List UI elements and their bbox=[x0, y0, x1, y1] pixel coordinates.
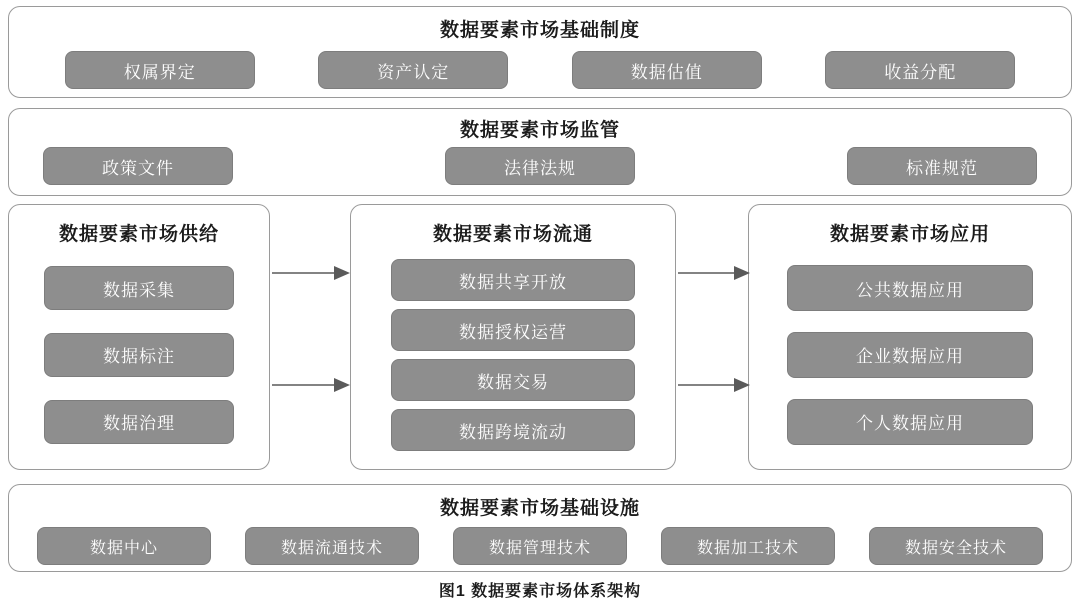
panel-title-application: 数据要素市场应用 bbox=[829, 224, 990, 245]
chip-data-processing-tech[interactable]: 数据加工技术 bbox=[661, 527, 835, 565]
chip-data-trading[interactable]: 数据交易 bbox=[391, 359, 635, 401]
chip-data-management-tech[interactable]: 数据管理技术 bbox=[453, 527, 627, 565]
arrow-circulation-to-application-upper bbox=[676, 258, 752, 288]
arrow-supply-to-circulation-lower bbox=[270, 370, 352, 400]
chip-cross-border-data-flow[interactable]: 数据跨境流动 bbox=[391, 409, 635, 451]
chip-data-annotation[interactable]: 数据标注 bbox=[44, 333, 234, 377]
panel-market-institution bbox=[8, 6, 1072, 98]
supervision-chip-row bbox=[9, 147, 1071, 185]
figure-caption: 图1 数据要素市场体系架构 bbox=[438, 583, 642, 600]
infrastructure-chip-row bbox=[9, 527, 1071, 565]
panel-market-circulation bbox=[350, 204, 676, 470]
chip-asset-recognition[interactable]: 资产认定 bbox=[318, 51, 508, 89]
chip-enterprise-data-application[interactable]: 企业数据应用 bbox=[787, 332, 1033, 378]
panel-title-infrastructure: 数据要素市场基础设施 bbox=[439, 498, 640, 519]
panel-title-supply: 数据要素市场供给 bbox=[58, 224, 219, 245]
chip-standards-norms[interactable]: 标准规范 bbox=[847, 147, 1037, 185]
chip-data-circulation-tech[interactable]: 数据流通技术 bbox=[245, 527, 419, 565]
arrow-supply-to-circulation-upper bbox=[270, 258, 352, 288]
panel-market-supply bbox=[8, 204, 270, 470]
application-chip-column bbox=[749, 255, 1071, 455]
panel-title-supervision: 数据要素市场监管 bbox=[459, 120, 620, 141]
institution-chip-row bbox=[9, 51, 1071, 89]
chip-data-valuation[interactable]: 数据估值 bbox=[572, 51, 762, 89]
chip-data-sharing-opening[interactable]: 数据共享开放 bbox=[391, 259, 635, 301]
chip-data-authorized-operation[interactable]: 数据授权运营 bbox=[391, 309, 635, 351]
chip-laws-regulations[interactable]: 法律法规 bbox=[445, 147, 635, 185]
panel-market-infrastructure bbox=[8, 484, 1072, 572]
chip-data-collection[interactable]: 数据采集 bbox=[44, 266, 234, 310]
supply-chip-column bbox=[9, 255, 269, 455]
chip-data-security-tech[interactable]: 数据安全技术 bbox=[869, 527, 1043, 565]
chip-ownership-definition[interactable]: 权属界定 bbox=[65, 51, 255, 89]
panel-market-application bbox=[748, 204, 1072, 470]
chip-data-center[interactable]: 数据中心 bbox=[37, 527, 211, 565]
chip-policy-documents[interactable]: 政策文件 bbox=[43, 147, 233, 185]
panel-title-institution: 数据要素市场基础制度 bbox=[439, 20, 640, 41]
chip-data-governance[interactable]: 数据治理 bbox=[44, 400, 234, 444]
chip-personal-data-application[interactable]: 个人数据应用 bbox=[787, 399, 1033, 445]
panel-market-supervision bbox=[8, 108, 1072, 196]
chip-revenue-distribution[interactable]: 收益分配 bbox=[825, 51, 1015, 89]
circulation-chip-column bbox=[351, 255, 675, 455]
chip-public-data-application[interactable]: 公共数据应用 bbox=[787, 265, 1033, 311]
panel-title-circulation: 数据要素市场流通 bbox=[432, 224, 593, 245]
arrow-circulation-to-application-lower bbox=[676, 370, 752, 400]
